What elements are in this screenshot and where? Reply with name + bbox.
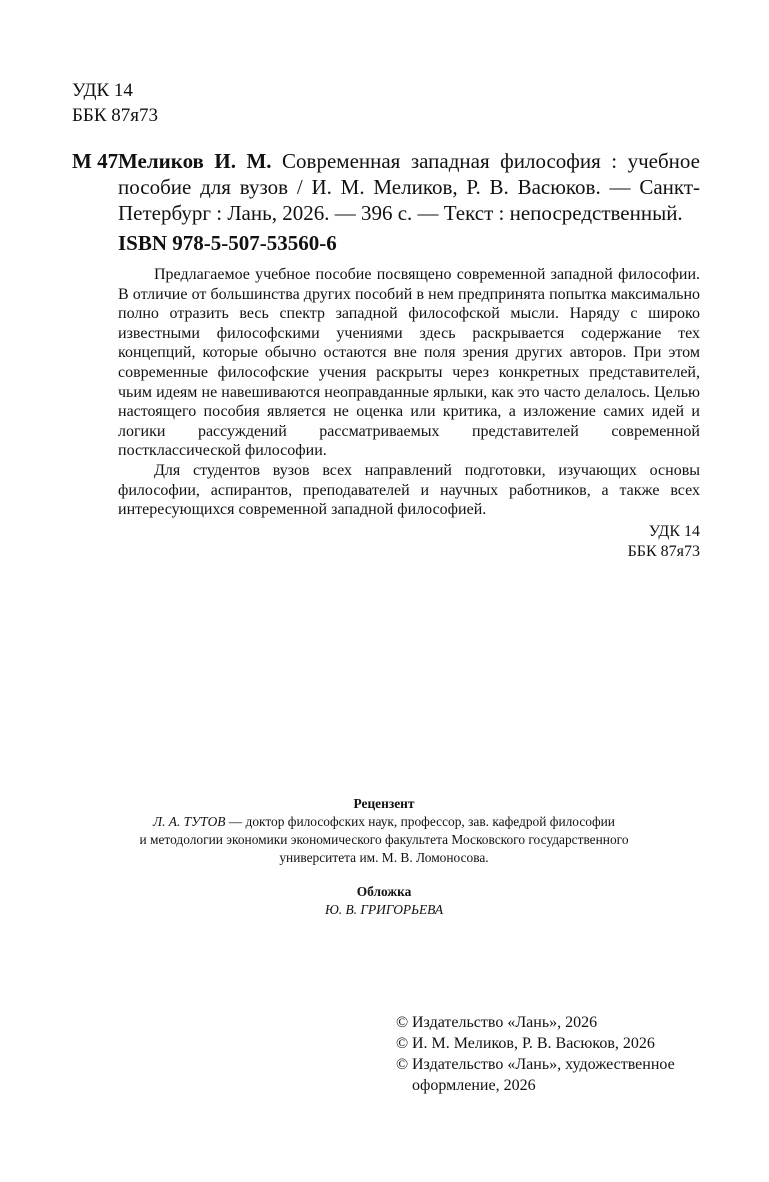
reviewer-line-1 <box>84 813 684 831</box>
annotation-paragraph-2: Для студентов вузов всех направлений подготовки, изучающих основы философии, аспирантов, преподавателей и научных работников, а также всех интересующихся современной западной философией. <box>118 461 700 519</box>
reviewer-block <box>84 795 684 867</box>
copyright-line <box>396 1012 706 1033</box>
udk-code: УДК 14 <box>72 80 133 101</box>
annotation <box>118 265 700 520</box>
copyright-text: Издательство «Лань», 2026 <box>412 1014 598 1031</box>
cover-credit-block <box>84 883 684 919</box>
copyright-line <box>396 1033 706 1054</box>
annotation-paragraph-1: Предлагаемое учебное пособие посвящено современной западной философии. В отличие от большинства других пособий в нем предпринята попытка максимально полно отразить весь спектр западной философской мысли. Наряду с широко известными философскими учениями здесь раскрывается содержание тех концепций, которые обычно остаются вне поля зрения других авторов. При этом современные философские учения раскрыты через конкретных представителей, чьим идеям не навешиваются неоправданные ярлыки, как это часто делалось. Целью настоящего пособия является не оценка или критика, а изложение самих идей и логики рассуждений рассматриваемых представителей современной постклассической философии. <box>118 266 700 460</box>
isbn: ISBN 978-5-507-53560-6 <box>118 231 337 255</box>
copyright-symbol: © <box>396 1035 409 1052</box>
reviewer-name: Л. А. ТУТОВ <box>153 814 226 829</box>
udk-code-bottom: УДК 14 <box>648 523 700 540</box>
author-name: Меликов И. М. <box>118 149 272 173</box>
copyright-block <box>396 1012 706 1096</box>
reviewer-line-2: и методологии экономики экономического факультета Московского государственного <box>139 832 629 847</box>
classification-block-top <box>72 78 158 128</box>
cover-designer-name: Ю. В. ГРИГОРЬЕВА <box>324 902 444 917</box>
reviewer-line-3: университета им. М. В. Ломоносова. <box>279 850 489 865</box>
classification-block-bottom <box>560 522 700 561</box>
copyright-line <box>396 1054 706 1096</box>
author-mark: М 47 <box>72 149 119 173</box>
cover-heading: Обложка <box>356 884 412 899</box>
bbk-code: ББК 87я73 <box>72 105 158 126</box>
copyright-symbol: © <box>396 1056 409 1073</box>
bibliographic-record <box>118 148 700 226</box>
copyright-symbol: © <box>396 1014 409 1031</box>
copyright-text: И. М. Меликов, Р. В. Васюков, 2026 <box>412 1035 655 1052</box>
copyright-text: Издательство «Лань», художественное оформление, 2026 <box>412 1056 675 1094</box>
reviewer-heading: Рецензент <box>353 796 415 811</box>
bbk-code-bottom: ББК 87я73 <box>627 542 700 560</box>
reviewer-credentials: — доктор философских наук, профессор, зав. кафедрой философии <box>225 814 615 829</box>
book-description: Современная западная философия : учебное пособие для вузов / И. М. Меликов, Р. В. Васюков. — Санкт-Петербург : Лань, 2026. — 396 с. — Текст : непосредственный. <box>118 149 700 225</box>
